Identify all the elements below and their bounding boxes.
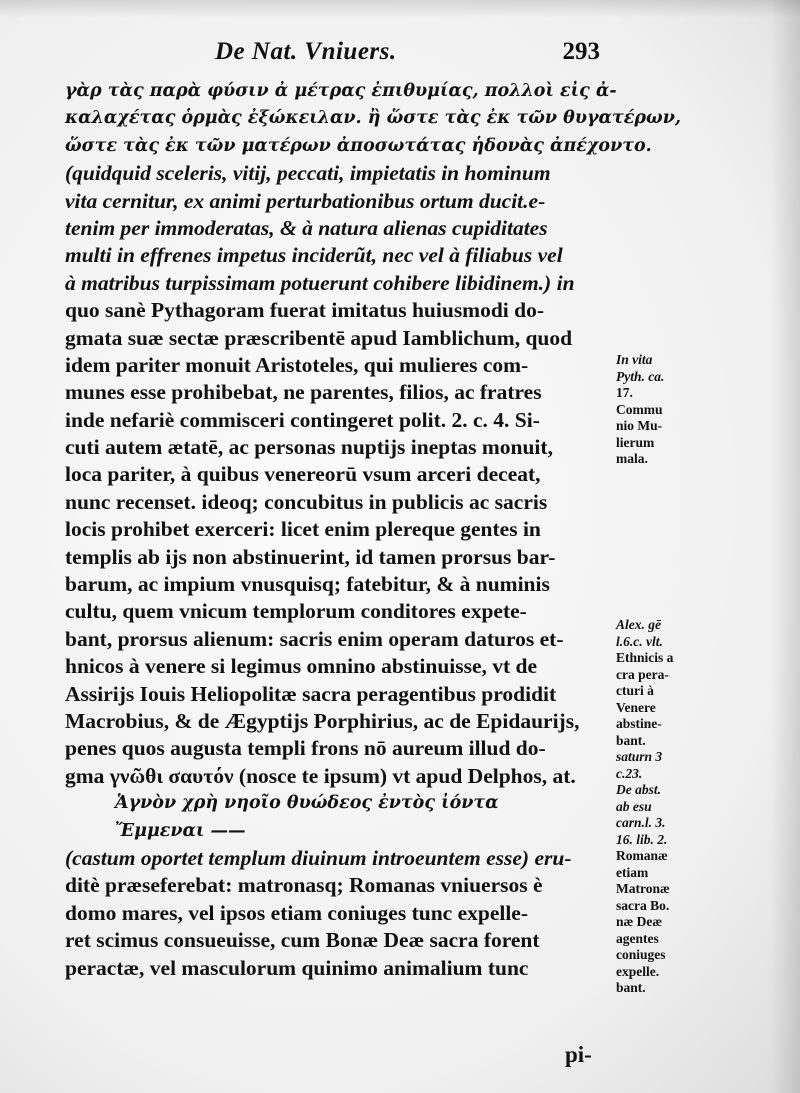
marginal-line: abstine- <box>616 716 662 731</box>
catchword: pi- <box>565 1042 592 1067</box>
text-line: nunc recenset. ideoq; concubitus in publicis ac sacris <box>65 489 548 514</box>
marginal-line: Venere <box>616 699 656 715</box>
text-line: καλαχέτας ὁρμὰς ἐξώκειλαν. ἢ ὥστε τὰς ἐκ τῶν θυγατέρων, <box>65 108 681 129</box>
text-line: gmata suæ sectæ præscribentē apud Iamblichum, quod <box>65 325 573 350</box>
marginal-line: cturi à <box>616 683 654 698</box>
marginal-line: Alex. gē <box>616 617 661 632</box>
marginal-line: saturn 3 <box>616 749 663 764</box>
text-line: loca pariter, à quibus venereorū vsum arceri deceat, <box>65 462 541 487</box>
page-edge-shadow <box>770 0 800 1093</box>
marginal-line: Ethnicis a <box>616 650 674 665</box>
text-line: Ἁγνὸν χρὴ νηοῖο θυώδεος ἐντὸς ἰόντα <box>115 793 499 814</box>
text-line: vita cernitur, ex animi perturbationibus ortum ducit.e- <box>65 188 546 213</box>
marginal-line: Matronæ <box>616 881 670 896</box>
marginal-line: In vita <box>616 352 653 367</box>
page-number: 293 <box>562 38 600 65</box>
text-line: templis ab ijs non abstinuerint, id tamen prorsus bar- <box>65 544 556 569</box>
marginal-line: coniuges <box>616 947 666 962</box>
text-line: Ἔμμεναι —— <box>115 820 246 841</box>
text-line: ret scimus consueuisse, cum Bonæ Deæ sacra forent <box>65 928 540 953</box>
text-line: penes quos augusta templi frons nō aureum illud do- <box>65 736 546 761</box>
text-line: locis prohibet exerceri: licet enim plereque gentes in <box>65 517 541 542</box>
text-line: gma γνῶθι σαυτόν (nosce te ipsum) vt apud Delphos, at. <box>65 763 576 788</box>
text-line: domo mares, vel ipsos etiam coniuges tunc expelle- <box>65 900 529 925</box>
text-line: à matribus turpissimam potuerunt cohibere libidinem.) in <box>65 270 575 295</box>
text-line: idem pariter monuit Aristoteles, qui mulieres com- <box>65 352 529 377</box>
text-line: barum, ac impium vnusquisq; fatebitur, & à numinis <box>65 572 550 597</box>
text-line: munes esse prohibebat, ne parentes, filios, ac fratres <box>65 380 542 405</box>
marginal-line: lierum <box>616 434 655 450</box>
text-line: cuti autem ætatē, ac personas nuptijs ineptas monuit, <box>65 435 553 460</box>
marginal-note-2 <box>616 617 716 997</box>
text-line: inde nefariè commisceri contingeret polit. 2. c. 4. Si- <box>65 407 540 432</box>
marginal-line: etiam <box>616 864 649 880</box>
text-line: (castum oportet templum diuinum introeuntem esse) eru- <box>65 845 572 870</box>
marginal-line: 16. lib. 2. <box>616 831 668 847</box>
text-line: ὥστε τὰς ἐκ τῶν ματέρων ἀποσωτάτας ἡδονὰς ἀπέχοντο. <box>65 135 652 156</box>
text-line: ditè præseferebat: matronasq; Romanas vniuersos è <box>65 873 543 898</box>
marginal-line: De abst. <box>616 782 661 797</box>
marginal-line: 17. <box>616 385 633 400</box>
marginal-line: carn.l. 3. <box>616 815 666 830</box>
page-top-shadow <box>0 0 800 18</box>
marginal-line: bant. <box>616 980 646 995</box>
marginal-note-1 <box>616 352 716 468</box>
text-line: hnicos à venere si legimus omnino abstinuisse, vt de <box>65 654 538 679</box>
text-line: Assirijs Iouis Heliopolitæ sacra peragentibus prodidit <box>65 681 557 706</box>
marginal-line: cra pera- <box>616 666 669 682</box>
text-line: cultu, quem vnicum templorum conditores expete- <box>65 599 527 624</box>
marginal-line: mala. <box>616 451 648 466</box>
marginal-line: l.6.c. vlt. <box>616 633 663 649</box>
text-line: (quidquid sceleris, vitij, peccati, impietatis in hominum <box>65 161 551 186</box>
text-line: multi in effrenes impetus inciderũt, nec vel à filiabus vel <box>65 243 563 268</box>
marginal-line: Commu <box>616 401 663 417</box>
marginal-line: agentes <box>616 930 659 946</box>
marginal-line: Romanæ <box>616 848 668 863</box>
marginal-line: ab esu <box>616 798 652 814</box>
marginal-line: nio Mu- <box>616 418 663 433</box>
marginal-line: bant. <box>616 732 646 748</box>
marginal-line: Pyth. ca. <box>616 368 665 384</box>
text-line: bant, prorsus alienum: sacris enim operam daturos et- <box>65 626 564 651</box>
page-header <box>215 38 600 78</box>
running-title: De Nat. Vniuers. <box>215 38 397 65</box>
text-line: Macrobius, & de Ægyptijs Porphirius, ac de Epidaurijs, <box>65 708 580 733</box>
text-line: peractæ, vel masculorum quinimo animalium tunc <box>65 955 529 980</box>
text-line: quo sanè Pythagoram fuerat imitatus huiusmodi do- <box>65 298 545 323</box>
marginal-line: c.23. <box>616 765 643 781</box>
marginal-line: expelle. <box>616 963 660 979</box>
text-line: tenim per immoderatas, & à natura alienas cupiditates <box>65 215 548 240</box>
marginal-line: sacra Bo. <box>616 897 670 913</box>
marginal-line: næ Deæ <box>616 914 663 929</box>
text-line: γὰρ τὰς παρὰ φύσιν ἀ μέτρας ἐπιθυμίας, πολλοὶ εἰς ἀ- <box>65 81 617 101</box>
